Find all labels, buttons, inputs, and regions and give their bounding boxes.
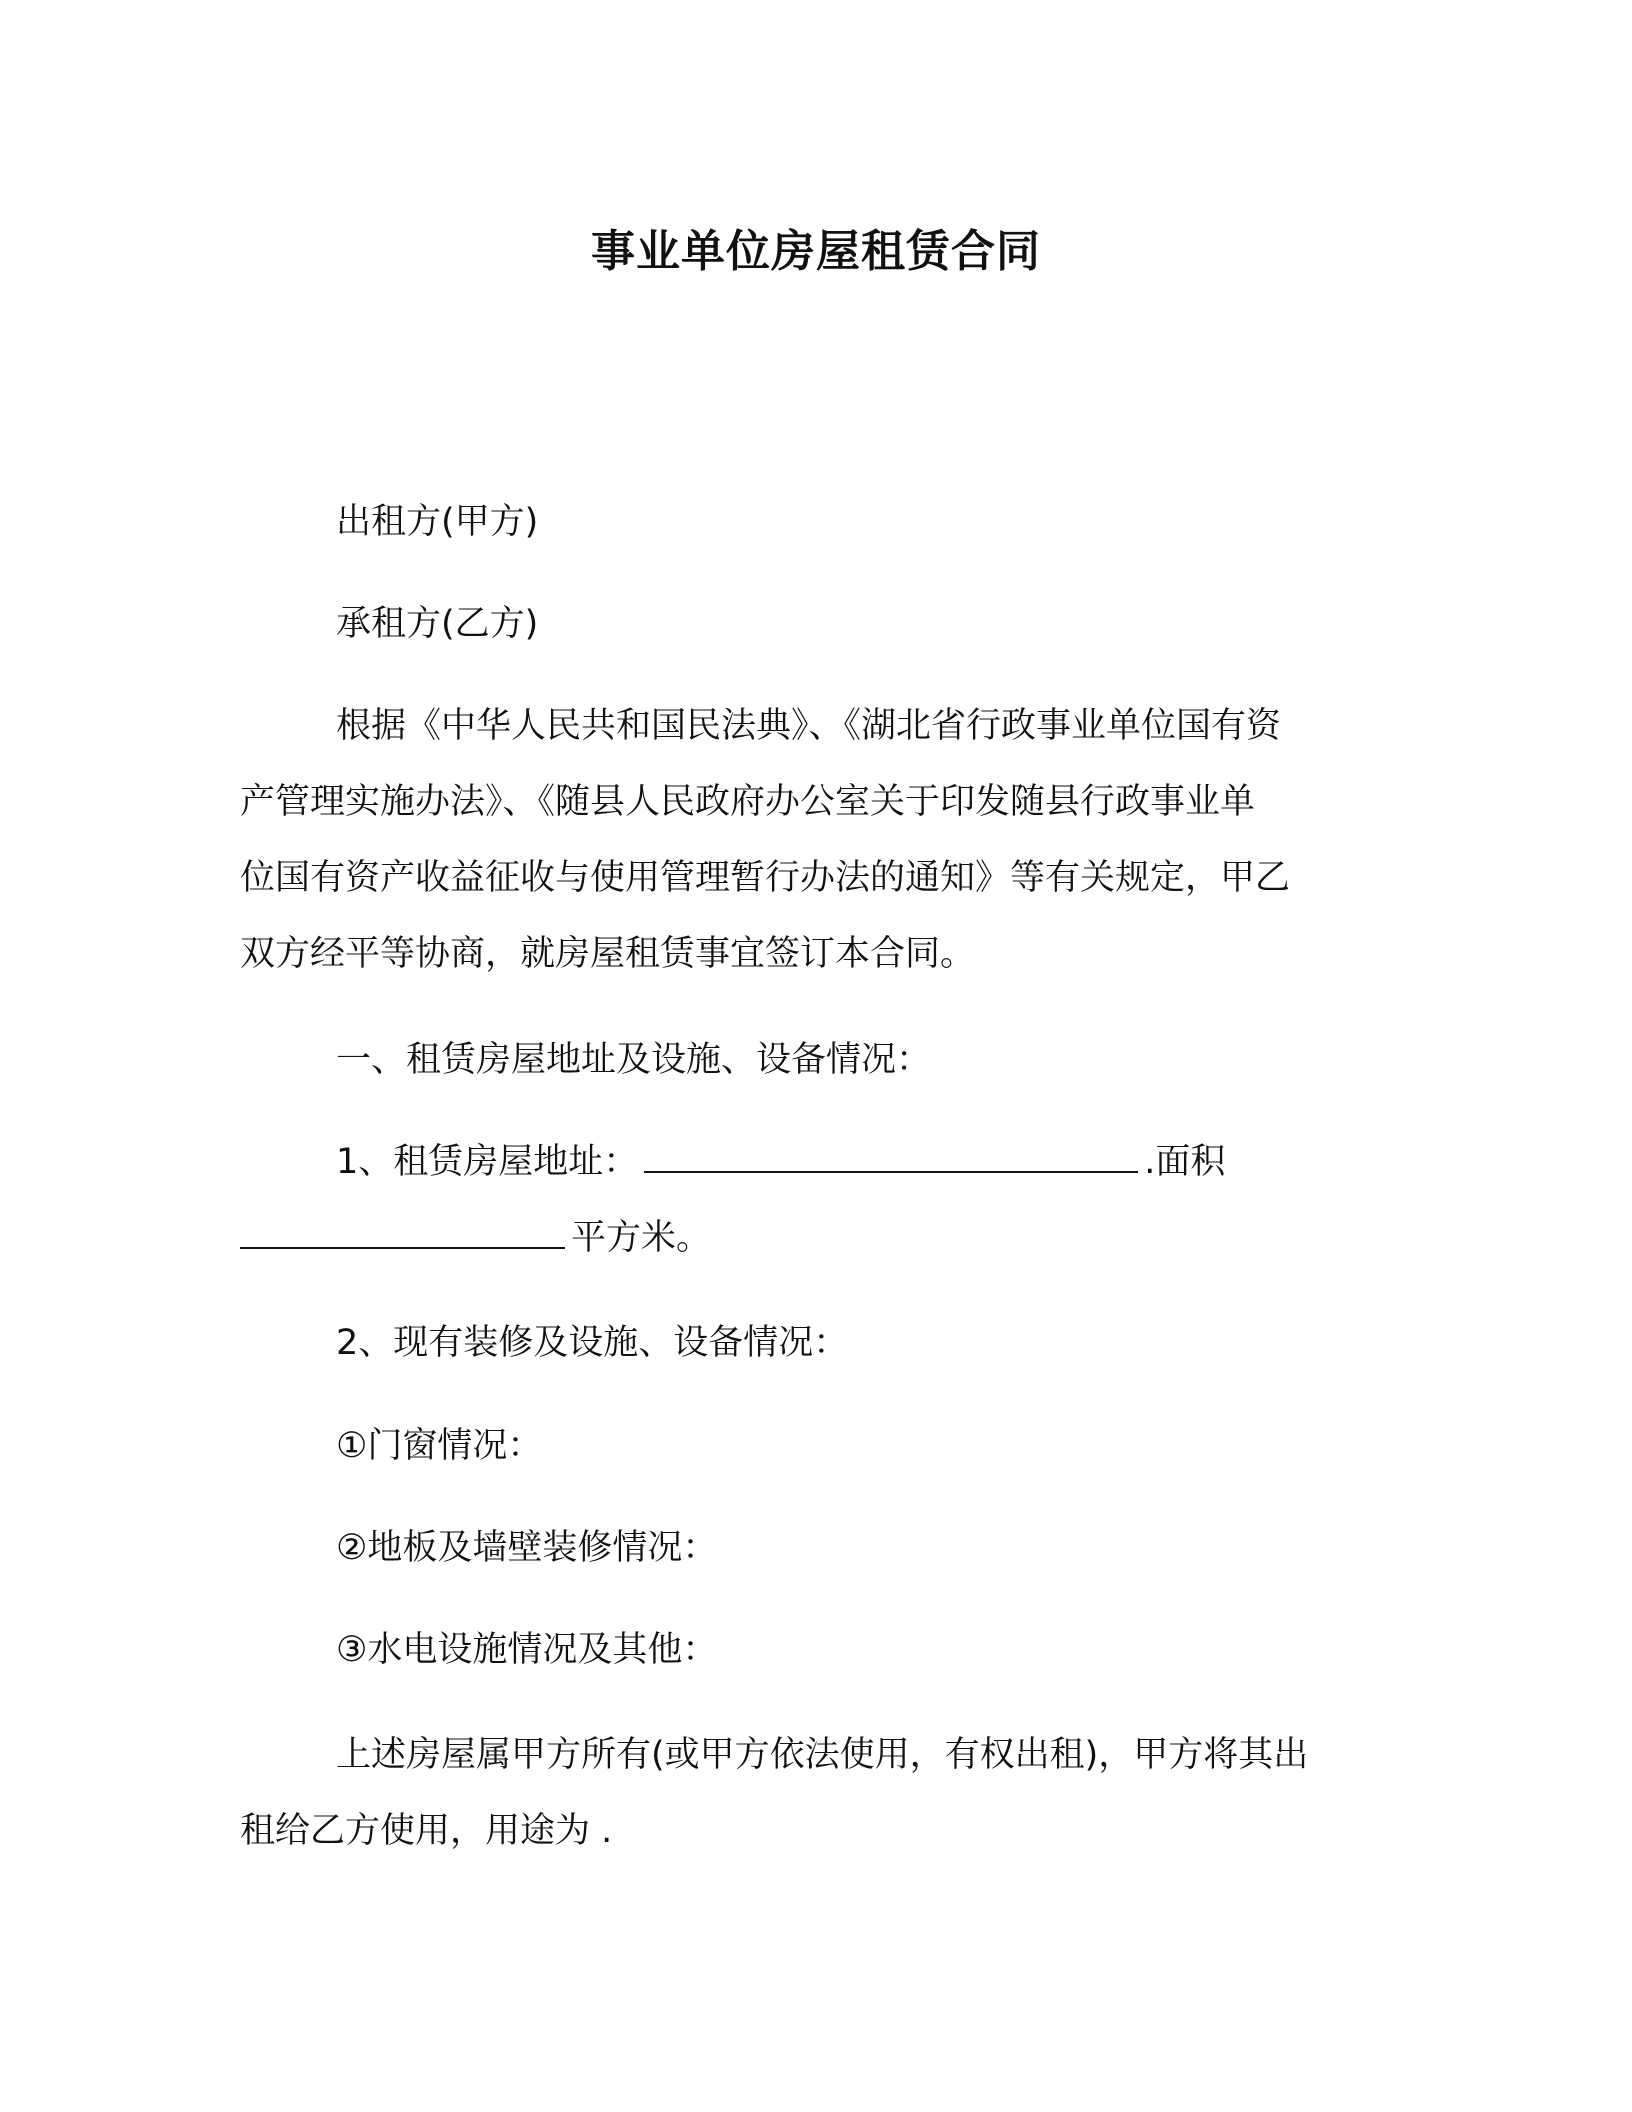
sub-item-utilities: ③水电设施情况及其他： — [336, 1630, 718, 1670]
area-blank — [240, 1213, 565, 1249]
section-1-heading: 一、租赁房屋地址及设施、设备情况： — [336, 1040, 932, 1080]
preamble-line-4: 双方经平等协商，就房屋租赁事宜签订本合同。 — [240, 934, 976, 974]
lessor-label: 出租方(甲方) — [336, 502, 539, 542]
area-label: .面积 — [1144, 1142, 1226, 1182]
preamble-line-3: 位国有资产收益征收与使用管理暂行办法的通知》等有关规定，甲乙 — [240, 858, 1291, 898]
preamble-line-1: 根据《中华人民共和国民法典》、《湖北省行政事业单位国有资 — [336, 706, 1282, 746]
ownership-line-1: 上述房屋属甲方所有(或甲方依法使用，有权出租)，甲方将其出 — [336, 1735, 1309, 1775]
area-unit: 平方米。 — [571, 1218, 712, 1258]
address-line — [336, 1137, 1400, 1187]
address-label: 1、租赁房屋地址： — [336, 1142, 639, 1182]
lessee-label: 承租方(乙方) — [336, 604, 539, 644]
area-line — [240, 1213, 1400, 1263]
item-2-heading: 2、现有装修及设施、设备情况： — [336, 1323, 849, 1363]
preamble-line-2: 产管理实施办法》、《随县人民政府办公室关于印发随县行政事业单 — [240, 782, 1256, 822]
sub-item-doors-windows: ①门窗情况： — [336, 1426, 543, 1466]
address-blank — [644, 1137, 1138, 1173]
sub-item-floor-walls: ②地板及墙壁装修情况： — [336, 1528, 718, 1568]
document-title: 事业单位房屋租赁合同 — [591, 226, 1041, 277]
ownership-line-2: 租给乙方使用，用途为 . — [240, 1811, 613, 1851]
